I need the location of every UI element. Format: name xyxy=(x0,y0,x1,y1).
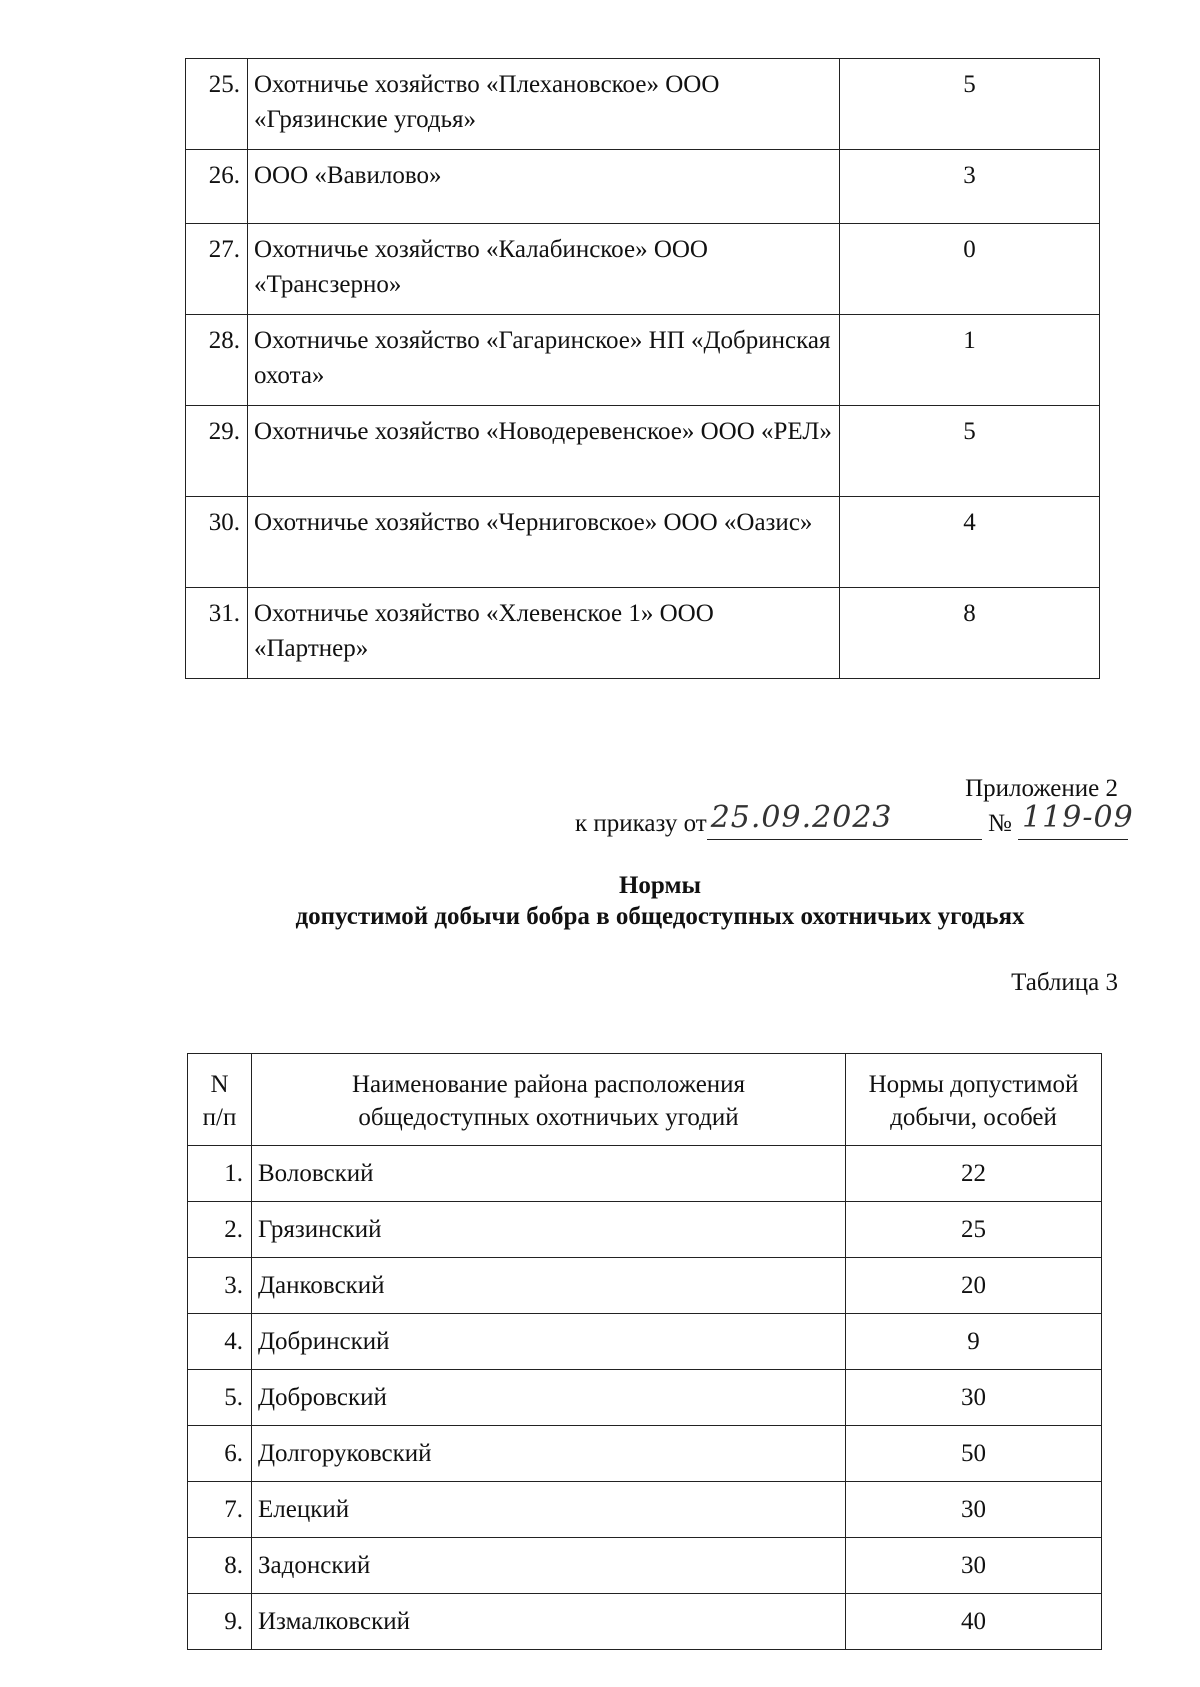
row-value: 5 xyxy=(840,406,1100,497)
table-row xyxy=(188,1370,1102,1426)
row-name: Охотничье хозяйство «Хлевенское 1» ООО «Партнер» xyxy=(248,588,840,679)
order-date-handwritten: 25.09.2023 xyxy=(710,800,893,835)
table-row xyxy=(188,1258,1102,1314)
header-name-line2: общедоступных охотничьих угодий xyxy=(358,1104,739,1131)
table-label: Таблица 3 xyxy=(1011,969,1118,996)
row-value: 50 xyxy=(846,1426,1102,1482)
row-number: 4. xyxy=(188,1314,252,1370)
row-name: Добринский xyxy=(252,1314,846,1370)
header-name-line1: Наименование района расположения xyxy=(351,1071,746,1098)
row-number: 3. xyxy=(188,1258,252,1314)
row-name: Грязинский xyxy=(252,1202,846,1258)
row-value: 8 xyxy=(840,588,1100,679)
header-number-line1: N xyxy=(210,1071,229,1098)
row-value: 30 xyxy=(846,1538,1102,1594)
row-name: Охотничье хозяйство «Плехановское» ООО «Грязинские угодья» xyxy=(248,59,840,150)
row-value: 30 xyxy=(846,1370,1102,1426)
header-number-line2: п/п xyxy=(202,1104,237,1131)
header-number xyxy=(188,1054,252,1146)
row-name: Добровский xyxy=(252,1370,846,1426)
table-row xyxy=(188,1314,1102,1370)
row-number: 1. xyxy=(188,1146,252,1202)
row-value: 0 xyxy=(840,224,1100,315)
row-name: Данковский xyxy=(252,1258,846,1314)
row-value: 30 xyxy=(846,1482,1102,1538)
row-value: 25 xyxy=(846,1202,1102,1258)
row-number: 30. xyxy=(186,497,248,588)
row-name: Долгоруковский xyxy=(252,1426,846,1482)
table-header-row xyxy=(188,1054,1102,1146)
hunting-farms-table-continued xyxy=(185,58,1100,679)
row-name: Задонский xyxy=(252,1538,846,1594)
row-value: 22 xyxy=(846,1146,1102,1202)
table-row xyxy=(186,224,1100,315)
order-number-handwritten: 119-09 xyxy=(1022,800,1134,835)
row-value: 20 xyxy=(846,1258,1102,1314)
row-name: Измалковский xyxy=(252,1594,846,1650)
table-row xyxy=(188,1538,1102,1594)
row-number: 26. xyxy=(186,150,248,224)
row-number: 29. xyxy=(186,406,248,497)
table-row xyxy=(186,315,1100,406)
row-name: Охотничье хозяйство «Черниговское» ООО «Оазис» xyxy=(248,497,840,588)
table-row xyxy=(186,150,1100,224)
row-name: Елецкий xyxy=(252,1482,846,1538)
row-number: 5. xyxy=(188,1370,252,1426)
row-number: 7. xyxy=(188,1482,252,1538)
table-row xyxy=(188,1594,1102,1650)
row-value: 40 xyxy=(846,1594,1102,1650)
document-title: Нормы xyxy=(618,872,702,899)
header-name xyxy=(252,1054,846,1146)
table-row xyxy=(188,1426,1102,1482)
table-row xyxy=(188,1202,1102,1258)
row-name: Охотничье хозяйство «Новодеревенское» ООО «РЕЛ» xyxy=(248,406,840,497)
order-number-field xyxy=(1018,800,1134,840)
row-number: 8. xyxy=(188,1538,252,1594)
row-name: Охотничье хозяйство «Калабинское» ООО «Трансзерно» xyxy=(248,224,840,315)
row-name: ООО «Вавилово» xyxy=(248,150,840,224)
number-sign: № xyxy=(987,810,1012,837)
row-number: 31. xyxy=(186,588,248,679)
row-number: 28. xyxy=(186,315,248,406)
header-value-line1: Нормы допустимой xyxy=(868,1071,1079,1098)
row-number: 27. xyxy=(186,224,248,315)
header-value-line2: добычи, особей xyxy=(890,1104,1057,1131)
row-number: 9. xyxy=(188,1594,252,1650)
table-row xyxy=(186,406,1100,497)
row-value: 1 xyxy=(840,315,1100,406)
row-number: 2. xyxy=(188,1202,252,1258)
document-subtitle: допустимой добычи бобра в общедоступных охотничьих угодьях xyxy=(295,903,1025,930)
row-name: Охотничье хозяйство «Гагаринское» НП «Добринская охота» xyxy=(248,315,840,406)
row-value: 4 xyxy=(840,497,1100,588)
header-value xyxy=(846,1054,1102,1146)
table-row xyxy=(188,1146,1102,1202)
table-row xyxy=(186,588,1100,679)
order-prefix: к приказу от xyxy=(575,810,707,837)
row-number: 25. xyxy=(186,59,248,150)
row-value: 9 xyxy=(846,1314,1102,1370)
order-date-field xyxy=(707,800,982,840)
table-row xyxy=(186,59,1100,150)
beaver-quota-table xyxy=(187,1053,1102,1650)
row-value: 3 xyxy=(840,150,1100,224)
row-number: 6. xyxy=(188,1426,252,1482)
row-name: Воловский xyxy=(252,1146,846,1202)
table-row xyxy=(186,497,1100,588)
appendix-label: Приложение 2 xyxy=(965,775,1118,802)
table-row xyxy=(188,1482,1102,1538)
order-reference xyxy=(575,800,1134,842)
row-value: 5 xyxy=(840,59,1100,150)
